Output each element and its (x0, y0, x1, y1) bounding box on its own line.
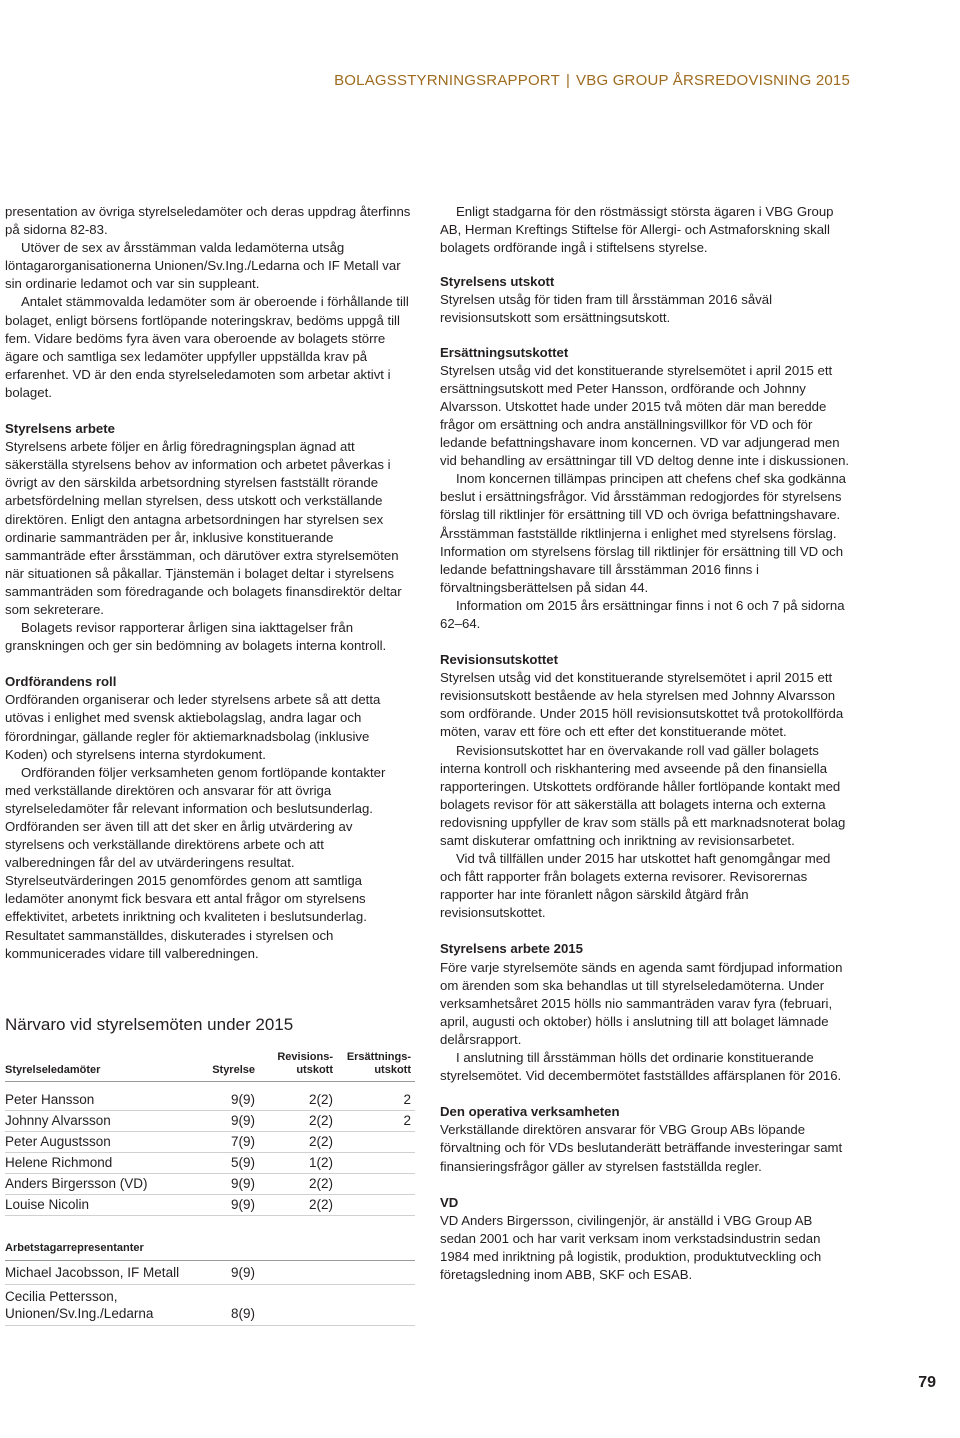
intro-paragraph-3: Antalet stämmovalda ledamöter som är oberoende i förhållande till bolaget, enligt börsens fortlöpande noteringskrav, bedöms uppgå till fem. Vidare bedöms fyra även vara oberoende av bolagets större ägare och samtliga sex ledamöter uppfyller uppställda krav på erfarenhet. VD är den enda styrelseledamoten som arbetar aktivt i bolaget. (5, 294, 409, 400)
board-attendance: 7(9) (230, 1134, 255, 1149)
member-name: Johnny Alvarsson (5, 1113, 111, 1128)
member-name: Peter Augustsson (5, 1134, 111, 1149)
section-paragraph: Information om 2015 års ersättningar finns i not 6 och 7 på sidorna 62–64. (440, 597, 845, 631)
table-row (5, 1285, 415, 1326)
table-row (5, 1261, 415, 1285)
section-paragraph: Före varje styrelsemöte sänds en agenda samt fördjupad information om ärenden som ska behandlas ut till styrelseledamöterna. Under verksamhetsåret 2015 hölls nio sammanträden varav fyra (februari, april, augusti och oktober) hölls i anslutning till att bolaget lämnade delårsrapport. (440, 959, 843, 1047)
section-heading: Styrelsens arbete (5, 421, 115, 437)
section-ersattningsutskottet (440, 344, 850, 634)
table-row (5, 1090, 415, 1111)
comp-attendance (333, 1153, 411, 1173)
attendance-rows (5, 1090, 415, 1216)
comp-attendance (333, 1174, 411, 1194)
header-section: BOLAGSSTYRNINGSRAPPORT (334, 72, 560, 89)
section-paragraph: Styrelsens arbete följer en årlig föredragningsplan ägnad att säkerställa styrelsens behov av information och arbetet påverkas i övrigt av den särskilda arbetsordning styrelsen fastställt rörande arbetsfördelning mellan styrelsen, dess utskott och verkställande direktören. Enligt den antagna arbetsordningen har styrelsen sex ordinarie sammanträden per år, inklusive konstituerande sammanträde efter årsstämman, och därutöver extra styrelsemöten när situationen så påkallar. Tjänstemän i bolaget deltar i styrelsens sammanträden som föredragande och bolagets finansdirektör deltar som sekreterare. (5, 439, 402, 617)
representative-board-attendance: 9(9) (230, 1265, 255, 1280)
audit-attendance: 2(2) (308, 1176, 333, 1191)
section-paragraph: Verkställande direktören ansvarar för VBG Group ABs löpande förvaltning och för VDs beslutanderätt beträffande investeringar samt finansieringsfrågor gäller av styrelsen fastställda regler. (440, 1122, 843, 1174)
audit-attendance: 2(2) (308, 1134, 333, 1149)
col-header-member: Styrelseledamöter (5, 1064, 101, 1076)
col-header-audit: Revisions- utskott (277, 1051, 333, 1076)
section-heading: Den operativa verksamheten (440, 1104, 620, 1120)
intro-paragraph-1: presentation av övriga styrelseledamöter och deras uppdrag återfinns på sidorna 82-83. (5, 204, 411, 238)
audit-attendance: 1(2) (308, 1155, 333, 1170)
board-attendance: 9(9) (230, 1113, 255, 1128)
section-heading: Styrelsens arbete 2015 (440, 941, 583, 957)
comp-attendance: 2 (403, 1092, 411, 1107)
right-column (440, 203, 850, 1284)
intro-paragraph-2: Utöver de sex av årsstämman valda ledamöterna utsåg löntagarorganisationerna Unionen/Sv.Ing./Ledarna och IF Metall var sin ordinarie ledamot och var sin suppleant. (5, 240, 401, 292)
table-row (5, 1174, 415, 1195)
section-paragraph: Ordföranden organiserar och leder styrelsens arbete så att detta utövas i enlighet med svensk aktiebolagslag, andra lagar och förordningar, gällande regler för aktiemarknadsbolag (inklusive Koden) och styrelsens interna styrdokument. (5, 692, 381, 762)
section-paragraph: Styrelsen utsåg vid det konstituerande styrelsemötet i april 2015 ett ersättningsutskott med Peter Hansson, ordförande och Johnny Alvarsson. Utskottet hade under 2015 två möten där man beredde frågor om ersättning och andra anställningsvillkor för VD och för ledande befattningshavare inom koncernen. VD var adjungerad men vid behandling av ersättningar till VD deltog denne inte i diskussionen. (440, 362, 850, 469)
member-name: Helene Richmond (5, 1155, 113, 1170)
section-heading: Styrelsens utskott (440, 274, 555, 290)
section-paragraph: I anslutning till årsstämman hölls det ordinarie konstituerande styrelsemötet. Vid decembermötet fastställdes affärsplanen för 2016. (440, 1050, 842, 1084)
member-name: Peter Hansson (5, 1092, 95, 1107)
representative-name: Cecilia Pettersson, Unionen/Sv.Ing./Ledarna (5, 1289, 154, 1321)
attendance-title: Närvaro vid styrelsemöten under 2015 (5, 1015, 294, 1034)
section-heading: Ersättningsutskottet (440, 344, 569, 360)
header-separator: | (565, 72, 571, 89)
audit-attendance: 2(2) (308, 1092, 333, 1107)
section-paragraph: Ordföranden följer verksamheten genom fortlöpande kontakter med verkställande direktören och ansvarar för att övriga styrelseledamöter får relevant information och beslutsunderlag. Ordföranden ser även till att det sker en årlig utvärdering av styrelsens och verkställande direktörens arbete och att valberedningen får del av utvärderingens resultat. Styrelseutvärderingen 2015 genomfördes genom att samtliga ledamöter anonymt fick besvara ett antal frågor om styrelsens effektivitet, arbetets inriktning och kvaliteten i beslutsunderlag. Resultatet sammanställdes, diskuterades i styrelsen och kommunicerades vidare till valberedningen. (5, 764, 386, 961)
attendance-table (5, 1015, 415, 1326)
table-row (5, 1111, 415, 1132)
section-heading: Ordförandens roll (5, 674, 117, 690)
section-styrelsens-arbete (5, 420, 413, 655)
representative-board-attendance: 8(9) (230, 1306, 255, 1321)
audit-attendance: 2(2) (308, 1113, 333, 1128)
section-operativa-verksamheten (440, 1103, 850, 1175)
running-header (334, 72, 850, 89)
section-paragraph: Inom koncernen tillämpas principen att chefens chef ska godkänna beslut i ersättningsfrågor. Vid årsstämman redogjordes för styrelsens förslag till riktlinjer för ersättning till VD och övriga befattningshavare. Årsstämman fastställde riktlinjerna i enlighet med styrelsens förslag. Information om styrelsens förslag till riktlinjer för ersättning till VD och ledande befattningshavare till årsstämman 2016 finns i förvaltningsberättelsen på sidan 44. (440, 471, 846, 595)
right-intro: Enligt stadgarna för den röstmässigt största ägaren i VBG Group AB, Herman Kreftings Stiftelse för Allergi- och Astmaforskning skall bolagets ordförande ingå i stiftelsens styrelse. (440, 204, 834, 256)
comp-attendance: 2 (403, 1113, 411, 1128)
member-name: Louise Nicolin (5, 1197, 90, 1212)
board-attendance: 5(9) (230, 1155, 255, 1170)
board-attendance: 9(9) (230, 1176, 255, 1191)
section-paragraph: Revisionsutskottet har en övervakande roll vad gäller bolagets interna kontroll och riskhantering med avseende på den finansiella rapporteringen. Utskottets ordförande håller fortlöpande kontakt med bolagets revisor för att säkerställa att bolagets interna och externa redovisning uppfyller de krav som ställs på ett marknadsnoterat bolag samt diskuterar omfattning och inriktning av revisionsarbetet. (440, 742, 846, 848)
representatives-rows (5, 1261, 415, 1326)
board-attendance: 9(9) (230, 1092, 255, 1107)
attendance-header-row (5, 1051, 415, 1082)
comp-attendance (333, 1195, 411, 1215)
section-paragraph: VD Anders Birgersson, civilingenjör, är anställd i VBG Group AB sedan 2001 och har varit verksam inom verkstadsindustrin sedan 1984 med inriktning på logistik, produktion, produktutveckling och företagsledning inom ABB, SKF och ESAB. (440, 1212, 822, 1282)
section-utskott (440, 273, 850, 327)
section-paragraph: Styrelsen utsåg för tiden fram till årsstämman 2016 såväl revisionsutskott som ersättningsutskott. (440, 292, 773, 326)
section-paragraph: Styrelsen utsåg vid det konstituerande styrelsemötet i april 2015 ett revisionsutskott bestående av hela styrelsen med Johnny Alvarsson som ordförande. Under 2015 höll revisionsutskottet två protokollförda möten, varav ett före och ett efter det konstituerande mötet. (440, 670, 844, 740)
representatives-heading: Arbetstagarrepresentanter (5, 1242, 415, 1261)
audit-attendance: 2(2) (308, 1197, 333, 1212)
section-paragraph: Bolagets revisor rapporterar årligen sina iakttagelser från granskningen och ger sin bedömning av bolagets interna kontroll. (5, 620, 387, 654)
page-number: 79 (918, 1374, 936, 1391)
board-attendance: 9(9) (230, 1197, 255, 1212)
table-row (5, 1153, 415, 1174)
col-header-board: Styrelse (212, 1064, 255, 1076)
section-revisionsutskottet (440, 651, 850, 922)
section-paragraph: Vid två tillfällen under 2015 har utskottet haft genomgångar med och fått rapporter från bolagets externa revisorer. Revisorernas rapporter har inte föranlett någon särskild åtgärd från revisionsutskottet. (440, 851, 831, 921)
representative-name: Michael Jacobsson, IF Metall (5, 1265, 180, 1280)
section-vd (440, 1194, 850, 1284)
left-column (5, 203, 413, 963)
section-styrelsens-arbete-2015 (440, 940, 850, 1085)
section-ordforandens-roll (5, 673, 413, 963)
section-heading: Revisionsutskottet (440, 652, 558, 668)
header-publication: VBG GROUP ÅRSREDOVISNING 2015 (576, 72, 850, 89)
section-heading: VD (440, 1194, 459, 1210)
comp-attendance (333, 1132, 411, 1152)
member-name: Anders Birgersson (VD) (5, 1176, 148, 1191)
table-row (5, 1195, 415, 1216)
table-row (5, 1132, 415, 1153)
col-header-comp: Ersättnings- utskott (346, 1051, 411, 1076)
